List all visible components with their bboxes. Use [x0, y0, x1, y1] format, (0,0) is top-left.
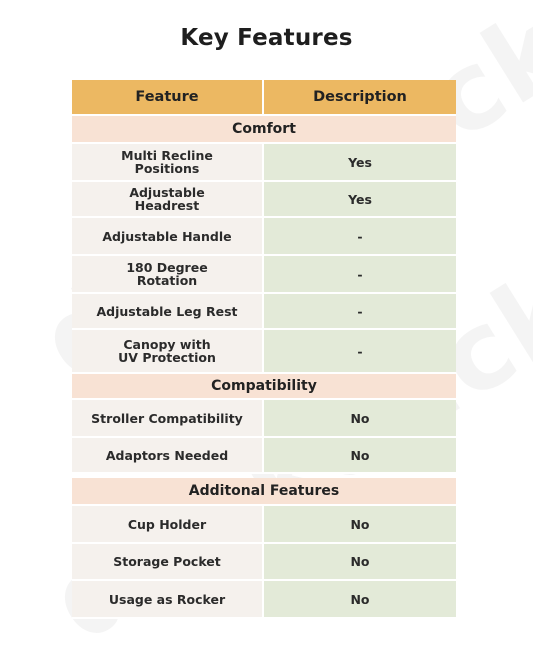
feature-cell: Storage Pocket	[72, 544, 264, 581]
value-cell: -	[264, 330, 456, 374]
value-cell: No	[264, 400, 456, 438]
table-row	[72, 581, 456, 619]
section-additional-features: Additonal Features	[72, 478, 456, 506]
value-cell: -	[264, 294, 456, 330]
value-cell: No	[264, 438, 456, 474]
feature-cell: Canopy with UV Protection	[72, 330, 264, 374]
feature-cell: Multi Recline Positions	[72, 144, 264, 182]
table-row	[72, 330, 456, 374]
table-row	[72, 544, 456, 581]
value-cell: No	[264, 506, 456, 544]
page-title: Key Features	[180, 25, 353, 51]
table-row	[72, 294, 456, 330]
value-cell: No	[264, 544, 456, 581]
feature-cell: Adjustable Handle	[72, 218, 264, 256]
value-cell: No	[264, 581, 456, 619]
feature-cell: Cup Holder	[72, 506, 264, 544]
value-cell: Yes	[264, 182, 456, 218]
table-header-row	[72, 80, 456, 116]
section-comfort: Comfort	[72, 116, 456, 144]
table-row	[72, 182, 456, 218]
header-description: Description	[264, 80, 456, 116]
features-table	[72, 80, 456, 619]
table-row	[72, 144, 456, 182]
feature-cell: Usage as Rocker	[72, 581, 264, 619]
section-compatibility: Compatibility	[72, 374, 456, 400]
table-row	[72, 506, 456, 544]
feature-cell: Stroller Compatibility	[72, 400, 264, 438]
table-row	[72, 256, 456, 294]
feature-cell: Adaptors Needed	[72, 438, 264, 474]
header-feature: Feature	[72, 80, 264, 116]
table-row	[72, 438, 456, 474]
table-row	[72, 218, 456, 256]
value-cell: -	[264, 256, 456, 294]
feature-cell: 180 Degree Rotation	[72, 256, 264, 294]
value-cell: -	[264, 218, 456, 256]
table-row	[72, 400, 456, 438]
feature-cell: Adjustable Headrest	[72, 182, 264, 218]
feature-cell: Adjustable Leg Rest	[72, 294, 264, 330]
value-cell: Yes	[264, 144, 456, 182]
